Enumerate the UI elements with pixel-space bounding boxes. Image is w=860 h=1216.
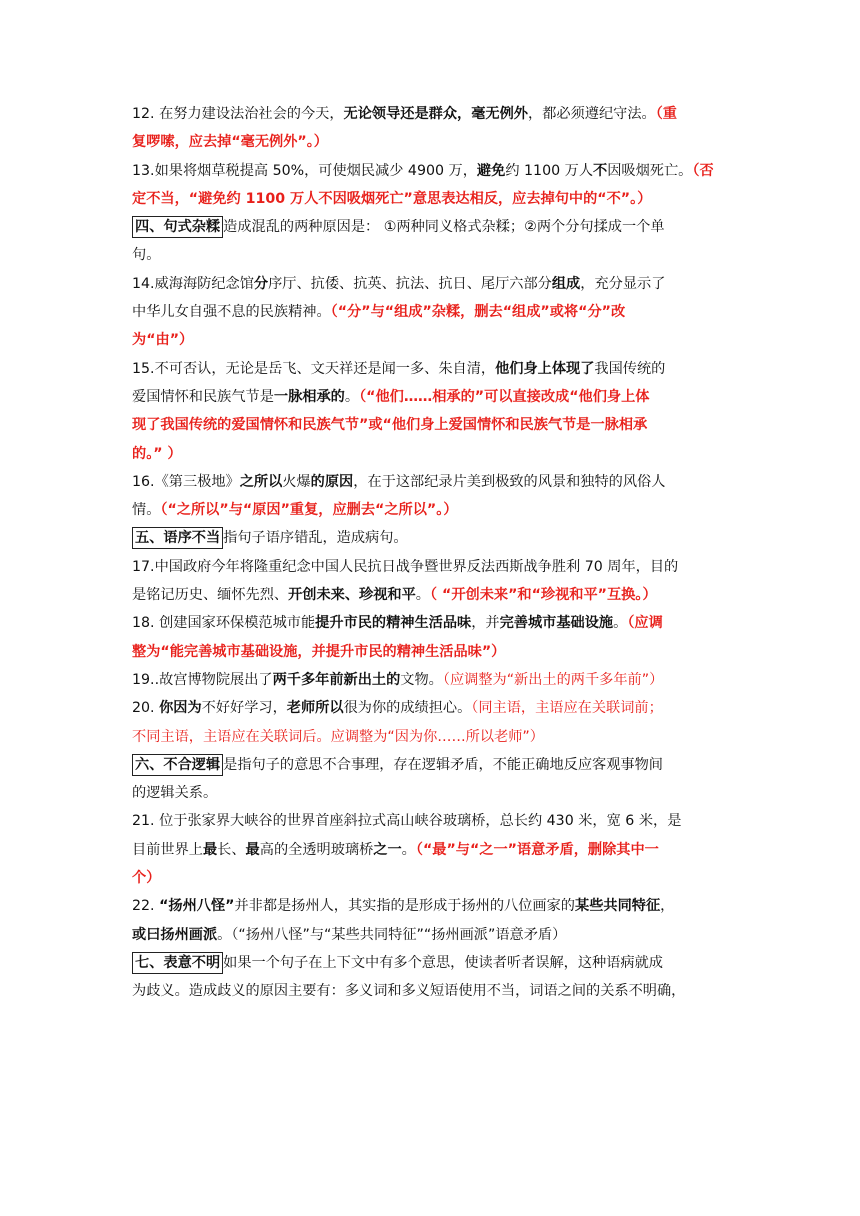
document-page — [132, 100, 732, 1006]
section-6-line-2: 的逻辑关系。 — [132, 785, 218, 802]
item-16-line-1: 16.《第三极地》之所以火爆的原因，在于这部纪录片美到极致的风景和独特的风俗人 — [132, 473, 666, 490]
section-4-line-2: 句。 — [132, 247, 161, 264]
section-5-box: 五、语序不当 — [132, 527, 223, 549]
section-6-heading: 六、不合逻辑 是指句子的意思不合事理，存在逻辑矛盾，不能正确地反应客观事物间 — [132, 751, 732, 779]
item-18-line-2: 整为“能完善城市基础设施，并提升市民的精神生活品味”） — [132, 643, 506, 660]
item-14-line-3: 为“由”） — [132, 332, 194, 349]
item-15-line-2: 爱国情怀和民族气节是一脉相承的。（“他们……相承的”可以直接改成“他们身上体 — [132, 388, 650, 405]
section-7-line-2: 为歧义。造成歧义的原因主要有：多义词和多义短语使用不当，词语之间的关系不明确， — [132, 983, 686, 1000]
section-4-heading: 四、句式杂糅 造成混乱的两种原因是： ①两种同义格式杂糅；②两个分句揉成一个单 — [132, 213, 732, 241]
item-17-line-1: 17.中国政府今年将隆重纪念中国人民抗日战争暨世界反法西斯战争胜利 70 周年，目的 — [132, 558, 679, 575]
item-13-line-1: 13.如果将烟草税提高 50%，可使烟民减少 4900 万，避免约 1100 万人不因吸烟死亡。（否 — [132, 162, 714, 179]
item-16-line-2: 情。（“之所以”与“原因”重复，应删去“之所以”。） — [132, 502, 458, 519]
item-15-line-3: 现了我国传统的爱国情怀和民族气节”或“他们身上爱国情怀和民族气节是一脉相承 — [132, 417, 648, 434]
item-20-line-2: 不同主语，主语应在关联词后。应调整为“因为你……所以老师”） — [132, 728, 544, 745]
item-21-line-2: 目前世界上最长、最高的全透明玻璃桥之一。（“最”与“之一”语意矛盾，删除其中一 — [132, 841, 659, 858]
item-17-line-2: 是铭记历史、缅怀先烈、开创未来、珍视和平。（ “开创未来”和“珍视和平”互换。） — [132, 587, 657, 604]
item-21-line-3: 个） — [132, 870, 161, 887]
section-5-heading: 五、语序不当 指句子语序错乱，造成病句。 — [132, 524, 732, 552]
item-22-line-1: 22. “扬州八怪”并非都是扬州人，其实指的是形成于扬州的八位画家的某些共同特征， — [132, 898, 675, 915]
item-12-line-2: 复啰嗦，应去掉“毫无例外”。） — [132, 134, 328, 151]
section-7-heading: 七、表意不明 如果一个句子在上下文中有多个意思，使读者听者误解，这种语病就成 — [132, 949, 732, 977]
item-12-line-1: 12. 在努力建设法治社会的今天，无论领导还是群众，毫无例外，都必须遵纪守法。（重 — [132, 106, 677, 122]
item-22-line-2: 或曰扬州画派。（“扬州八怪”与“某些共同特征”“扬州画派”语意矛盾） — [132, 926, 567, 943]
item-13-line-2: 定不当，“避免约 1100 万人不因吸烟死亡”意思表达相反，应去掉句中的“不”。） — [132, 190, 652, 207]
item-20-line-1: 20. 你因为不好好学习，老师所以很为你的成绩担心。（同主语，主语应在关联词前； — [132, 700, 663, 717]
item-15-line-4: 的。” ） — [132, 445, 182, 462]
section-7-box: 七、表意不明 — [132, 952, 223, 974]
item-14-line-1: 14.威海海防纪念馆分序厅、抗倭、抗英、抗法、抗日、尾厅六部分组成，充分显示了 — [132, 275, 666, 292]
section-6-box: 六、不合逻辑 — [132, 754, 223, 776]
section-4-box: 四、句式杂糅 — [132, 216, 223, 238]
item-15-line-1: 15.不可否认，无论是岳飞、文天祥还是闻一多、朱自清，他们身上体现了我国传统的 — [132, 360, 666, 377]
item-21-line-1: 21. 位于张家界大峡谷的世界首座斜拉式高山峡谷玻璃桥，总长约 430 米，宽 6 米，是 — [132, 813, 682, 830]
item-14-line-2: 中华儿女自强不息的民族精神。（“分”与“组成”杂糅，删去“组成”或将“分”改 — [132, 304, 626, 321]
item-19-line-1: 19..故宫博物院展出了两千多年前新出土的文物。（应调整为“新出土的两千多年前”） — [132, 671, 664, 688]
item-18-line-1: 18. 创建国家环保模范城市能提升市民的精神生活品味，并完善城市基础设施。（应调 — [132, 615, 663, 632]
